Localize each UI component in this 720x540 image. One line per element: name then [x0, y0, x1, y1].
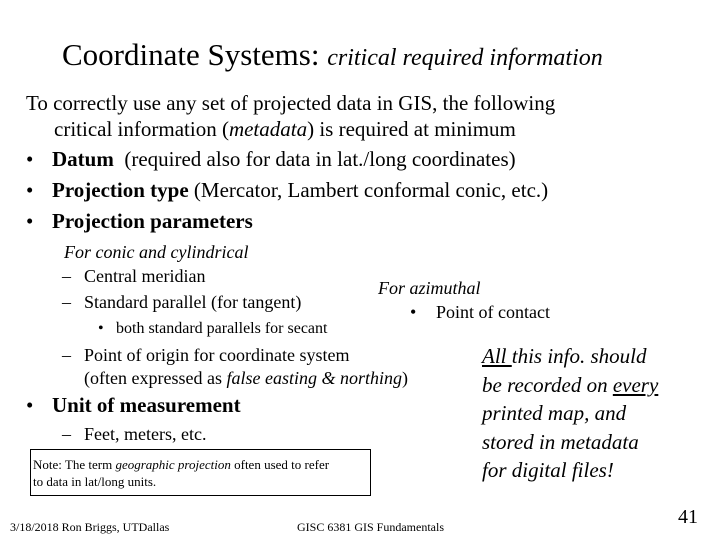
bullet-datum	[26, 144, 516, 174]
page-number: 41	[678, 506, 698, 528]
callout-all-underlined: All	[482, 344, 512, 368]
callout-line-2-pre: be recorded on	[482, 372, 613, 397]
intro-metadata-term: metadata	[228, 117, 308, 141]
conic-heading: For conic and cylindrical	[64, 242, 249, 262]
intro-line-1: To correctly use any set of projected data in GIS, the following	[26, 91, 556, 115]
intro-line-2	[26, 116, 555, 142]
bullet-dot-icon: •	[26, 393, 34, 417]
note-geographic-projection-term: geographic projection	[115, 457, 231, 472]
slide-title	[62, 36, 603, 77]
conic-subitem-secant	[98, 319, 327, 339]
unit-of-measurement-label: Unit of measurement	[52, 393, 241, 417]
bullet-dot-icon: •	[410, 302, 417, 322]
footer-date-author: 3/18/2018 Ron Briggs, UTDallas	[10, 520, 170, 534]
origin-line-1: Point of origin for coordinate system	[84, 345, 350, 365]
conic-item-origin	[62, 343, 349, 367]
callout-line-1-rest: this info. should	[511, 344, 647, 368]
title-main: Coordinate Systems:	[62, 37, 320, 72]
intro-paragraph	[26, 90, 555, 142]
metadata-callout	[482, 342, 658, 485]
callout-line-4: stored in metadata	[482, 429, 639, 454]
point-of-contact-text: Point of contact	[436, 302, 550, 322]
conic-item-central-meridian	[62, 264, 205, 288]
bullet-dot-icon: •	[26, 209, 34, 233]
callout-line-3: printed map, and	[482, 401, 627, 425]
projection-type-description: (Mercator, Lambert conformal conic, etc.)	[193, 178, 549, 202]
conic-item-standard-parallel	[62, 290, 301, 314]
projection-parameters-label: Projection parameters	[52, 209, 253, 233]
origin-line-2-post: )	[401, 368, 408, 388]
azimuthal-item-point-of-contact	[410, 300, 550, 324]
bullet-projection-parameters	[26, 206, 253, 236]
callout-line-1	[482, 342, 658, 371]
standard-parallel-text: Standard parallel (for tangent)	[84, 292, 302, 312]
bullet-dot-icon: •	[98, 320, 104, 337]
projection-type-label: Projection type	[52, 178, 189, 202]
dash-icon: –	[62, 345, 71, 365]
false-easting-northing-term: false easting & northing	[226, 368, 402, 388]
datum-label: Datum	[52, 147, 114, 171]
callout-every-underlined: every	[612, 372, 659, 397]
note-box	[30, 449, 371, 496]
intro-line-2-pre: critical information (	[54, 117, 229, 141]
bullet-dot-icon: •	[26, 178, 34, 202]
bullet-projection-type	[26, 175, 548, 205]
note-post: often used to refer	[230, 457, 330, 472]
callout-line-2	[482, 371, 658, 400]
dash-icon: –	[62, 292, 71, 312]
note-line-2: to data in lat/long units.	[33, 474, 157, 489]
datum-description: (required also for data in lat./long coordinates)	[124, 147, 516, 171]
units-examples-text: Feet, meters, etc.	[84, 424, 207, 444]
footer-course: GISC 6381 GIS Fundamentals	[297, 520, 444, 534]
dash-icon: –	[62, 424, 71, 444]
callout-line-5: for digital files!	[482, 458, 614, 482]
title-subtitle: critical required information	[327, 45, 603, 71]
conic-item-origin-line-2	[84, 366, 408, 390]
intro-line-2-post: ) is required at minimum	[307, 117, 516, 141]
azimuthal-heading: For azimuthal	[378, 278, 481, 298]
note-pre: Note: The term	[33, 457, 116, 472]
dash-icon: –	[62, 266, 71, 286]
bullet-dot-icon: •	[26, 147, 34, 171]
central-meridian-text: Central meridian	[84, 266, 206, 286]
note-line-1	[33, 456, 368, 473]
both-parallels-text: both standard parallels for secant	[116, 320, 328, 337]
origin-line-2-pre: (often expressed as	[84, 368, 227, 388]
bullet-unit-of-measurement	[26, 390, 241, 420]
units-item-examples	[62, 422, 206, 446]
